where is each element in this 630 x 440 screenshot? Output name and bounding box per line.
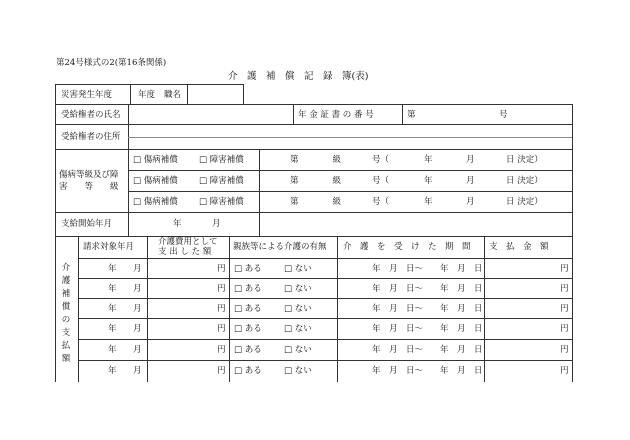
row-amount-yen: 円 <box>560 284 569 294</box>
row-month: 月 <box>133 324 142 334</box>
header-period: 介 護 を 受 け た 期 間 <box>343 242 471 252</box>
decided-year: 年 <box>424 155 433 165</box>
grade-go: 号（ <box>372 176 390 186</box>
row-amount-yen: 円 <box>560 264 569 274</box>
form-title: 介 護 補 償 記 録 簿(表) <box>228 71 369 82</box>
header-family-care: 親族等による介護の有無 <box>233 242 327 252</box>
family-care-yes[interactable]: □ ある <box>234 304 262 314</box>
family-care-no[interactable]: □ ない <box>284 324 312 334</box>
row-month: 月 <box>133 284 142 294</box>
row-month: 月 <box>133 304 142 314</box>
row-amount-yen: 円 <box>560 324 569 334</box>
row-year: 年 <box>108 264 117 274</box>
row-cost-yen: 円 <box>217 304 226 314</box>
pension-dai: 第 <box>407 110 416 120</box>
nendo-label: 年度 <box>138 90 156 100</box>
decided-month: 月 <box>466 155 475 165</box>
row-year: 年 <box>108 366 117 376</box>
family-care-no[interactable]: □ ない <box>284 284 312 294</box>
family-care-no[interactable]: □ ない <box>284 366 312 376</box>
pension-go: 号 <box>499 110 508 120</box>
grade-number: 第 級 <box>290 176 342 186</box>
pension-number-label: 年 金 証 書 の 番 号 <box>298 110 374 120</box>
row-year: 年 <box>108 284 117 294</box>
row-year: 年 <box>108 345 117 355</box>
header-cost-line1: 介護費用として <box>158 237 218 247</box>
grade-go: 号（ <box>372 197 390 207</box>
grade-number: 第 級 <box>290 155 342 165</box>
injury-comp-checkbox[interactable]: □ 傷病補償 <box>133 197 178 207</box>
grade-label-line1: 傷病等級及び障 <box>59 170 119 180</box>
header-cost-line2: 支 出 し た 額 <box>158 247 212 257</box>
family-care-yes[interactable]: □ ある <box>234 366 262 376</box>
family-care-yes[interactable]: □ ある <box>234 345 262 355</box>
injury-comp-checkbox[interactable]: □ 傷病補償 <box>133 155 178 165</box>
header-claim-month: 請求対象年月 <box>83 242 135 252</box>
disability-comp-checkbox[interactable]: □ 障害補償 <box>199 197 244 207</box>
disaster-year-label: 災害発生年度 <box>61 90 113 100</box>
row-period: 年 月 日～ 年 月 日 <box>372 345 483 355</box>
payment-start-label: 支給開始年月 <box>61 219 113 229</box>
decided-year: 年 <box>424 197 433 207</box>
row-month: 月 <box>133 366 142 376</box>
form-number: 第24号様式の2(第16条関係) <box>56 58 167 68</box>
row-period: 年 月 日～ 年 月 日 <box>372 304 483 314</box>
row-year: 年 <box>108 304 117 314</box>
row-cost-yen: 円 <box>217 324 226 334</box>
grade-go: 号（ <box>372 155 390 165</box>
row-cost-yen: 円 <box>217 366 226 376</box>
family-care-yes[interactable]: □ ある <box>234 284 262 294</box>
row-period: 年 月 日～ 年 月 日 <box>372 284 483 294</box>
row-cost-yen: 円 <box>217 284 226 294</box>
staff-label: 職名 <box>164 90 182 100</box>
header-amount: 支 払 金 額 <box>489 242 549 252</box>
row-amount-yen: 円 <box>560 366 569 376</box>
grade-label-line2: 害 等 級 <box>59 182 119 192</box>
decided-year: 年 <box>424 176 433 186</box>
disability-comp-checkbox[interactable]: □ 障害補償 <box>199 176 244 186</box>
row-cost-yen: 円 <box>217 264 226 274</box>
row-period: 年 月 日～ 年 月 日 <box>372 324 483 334</box>
decided-month: 月 <box>466 197 475 207</box>
decided-day: 日 決定） <box>506 155 543 165</box>
grade-number: 第 級 <box>290 197 342 207</box>
injury-comp-checkbox[interactable]: □ 傷病補償 <box>133 176 178 186</box>
family-care-yes[interactable]: □ ある <box>234 264 262 274</box>
decided-day: 日 決定） <box>506 176 543 186</box>
family-care-yes[interactable]: □ ある <box>234 324 262 334</box>
main-table-top <box>55 104 572 105</box>
decided-day: 日 決定） <box>506 197 543 207</box>
family-care-no[interactable]: □ ない <box>284 264 312 274</box>
row-month: 月 <box>133 345 142 355</box>
row-period: 年 月 日～ 年 月 日 <box>372 264 483 274</box>
family-care-no[interactable]: □ ない <box>284 345 312 355</box>
decided-month: 月 <box>466 176 475 186</box>
recipient-name-label: 受給権者の氏名 <box>61 110 121 120</box>
payment-start-month: 月 <box>212 219 221 229</box>
row-year: 年 <box>108 324 117 334</box>
payment-start-year: 年 <box>173 219 182 229</box>
family-care-no[interactable]: □ ない <box>284 304 312 314</box>
row-amount-yen: 円 <box>560 345 569 355</box>
recipient-address-label: 受給権者の住所 <box>61 132 121 142</box>
disability-comp-checkbox[interactable]: □ 障害補償 <box>199 155 244 165</box>
row-period: 年 月 日～ 年 月 日 <box>372 366 483 376</box>
row-cost-yen: 円 <box>217 345 226 355</box>
row-month: 月 <box>133 264 142 274</box>
row-amount-yen: 円 <box>560 304 569 314</box>
